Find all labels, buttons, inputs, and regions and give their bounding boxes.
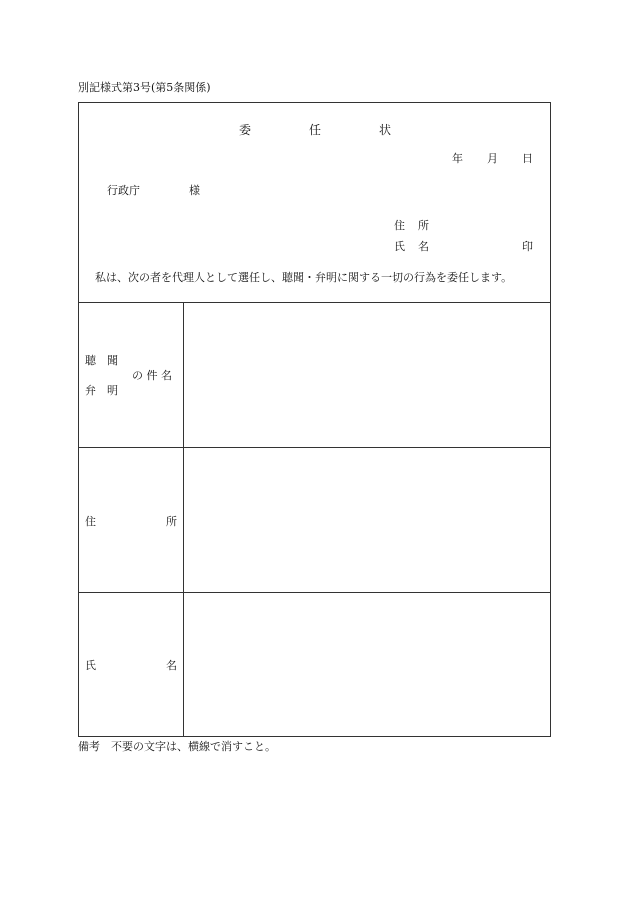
principal-address-label-1: 住 (394, 219, 405, 232)
agent-address-label-1: 住 (85, 515, 96, 528)
remarks-note: 備考 不要の文字は、横線で消すこと。 (78, 740, 276, 753)
principal-name-label-2: 名 (418, 240, 429, 253)
date-year: 年 (452, 152, 463, 165)
addressee-name: 行政庁 (107, 184, 140, 197)
document-title-2: 任 (309, 123, 322, 137)
form-label: 別記様式第3号(第5条関係) (78, 81, 211, 94)
addressee-honorific: 様 (189, 184, 200, 197)
matter-label-explanation: 弁 明 (85, 384, 118, 397)
agent-name-field[interactable] (184, 593, 550, 736)
principal-address-label-2: 所 (418, 219, 429, 232)
date-day: 日 (522, 152, 533, 165)
seal-mark: 印 (522, 240, 533, 253)
agent-address-field[interactable] (184, 448, 550, 591)
matter-label-tail: の 件 名 (132, 369, 172, 382)
delegation-statement: 私は、次の者を代理人として選任し、聴聞・弁明に関する一切の行為を委任します。 (95, 271, 513, 284)
principal-name-label-1: 氏 (394, 240, 405, 253)
document-title-3: 状 (379, 123, 392, 137)
agent-name-label-2: 名 (166, 659, 177, 672)
date-month: 月 (487, 152, 498, 165)
matter-label-hearing: 聴 聞 (85, 354, 118, 367)
agent-name-label-1: 氏 (85, 659, 96, 672)
document-title-1: 委 (239, 123, 252, 137)
matter-field[interactable] (184, 303, 550, 446)
agent-address-label-2: 所 (166, 515, 177, 528)
